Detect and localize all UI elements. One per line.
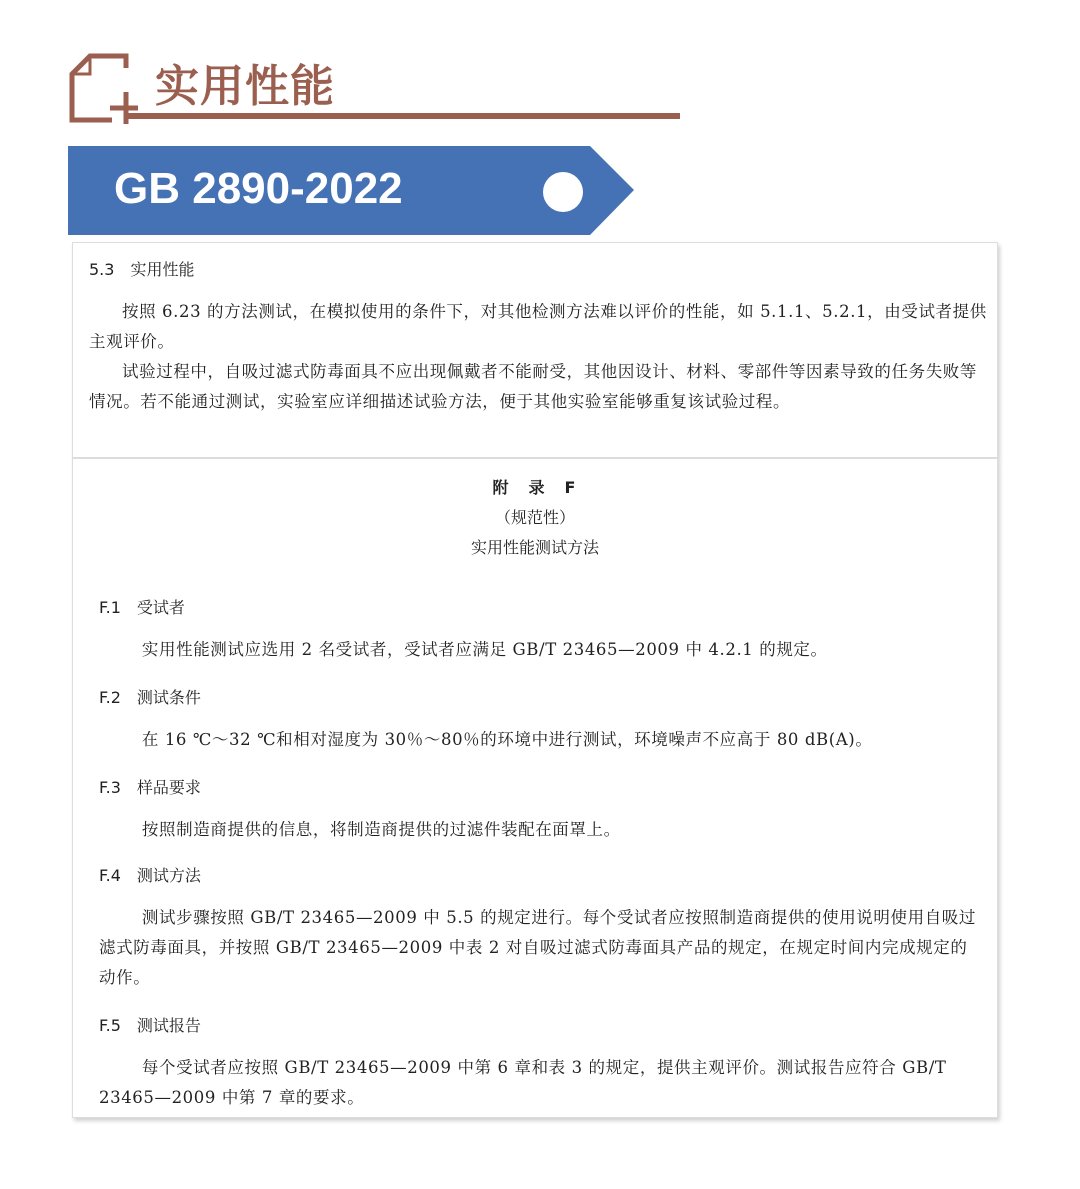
appendix-f-card <box>72 458 998 1118</box>
section-heading: F.3 样品要求 <box>99 778 201 797</box>
section-heading: F.2 测试条件 <box>99 688 201 707</box>
appendix-subtitle: （规范性） <box>494 508 575 527</box>
appendix-title: 附 录 F <box>492 478 578 497</box>
standard-number: GB 2890-2022 <box>114 164 403 213</box>
paragraph: 按照 6.23 的方法测试，在模拟使用的条件下，对其他检测方法难以评价的性能，如 5.1.1、5.2.1，由受试者提供主观评价。 <box>89 302 987 351</box>
standard-banner <box>68 146 636 235</box>
paragraph: 按照制造商提供的信息，将制造商提供的过滤件装配在面罩上。 <box>141 820 621 839</box>
paragraph: 实用性能测试应选用 2 名受试者，受试者应满足 GB/T 23465—2009 中 4.2.1 的规定。 <box>141 640 828 659</box>
title-underline <box>125 113 680 119</box>
section-5-3-card <box>72 242 998 458</box>
paragraph: 每个受试者应按照 GB/T 23465—2009 中第 6 章和表 3 的规定，提供主观评价。测试报告应符合 GB/T 23465—2009 中第 7 章的要求。 <box>99 1058 947 1107</box>
section-heading: F.4 测试方法 <box>99 866 201 885</box>
section-heading: 5.3 实用性能 <box>89 260 195 279</box>
page-title: 实用性能 <box>155 61 335 112</box>
section-heading: F.5 测试报告 <box>99 1016 201 1035</box>
section-heading: F.1 受试者 <box>99 598 185 617</box>
appendix-name: 实用性能测试方法 <box>470 538 599 557</box>
paragraph: 测试步骤按照 GB/T 23465—2009 中 5.5 的规定进行。每个受试者应按照制造商提供的使用说明使用自吸过滤式防毒面具，并按照 GB/T 23465—2009 中表 2 对自吸过滤式防毒面具产品的规定，在规定时间内完成规定的动作。 <box>99 908 977 987</box>
paragraph: 试验过程中，自吸过滤式防毒面具不应出现佩戴者不能耐受，其他因设计、材料、零部件等因素导致的任务失败等情况。若不能通过测试，实验室应详细描述试验方法，便于其他实验室能够重复该试验过程。 <box>89 362 977 411</box>
paragraph: 在 16 ℃～32 ℃和相对湿度为 30％～80％的环境中进行测试，环境噪声不应高于 80 dB(A)。 <box>141 730 873 749</box>
